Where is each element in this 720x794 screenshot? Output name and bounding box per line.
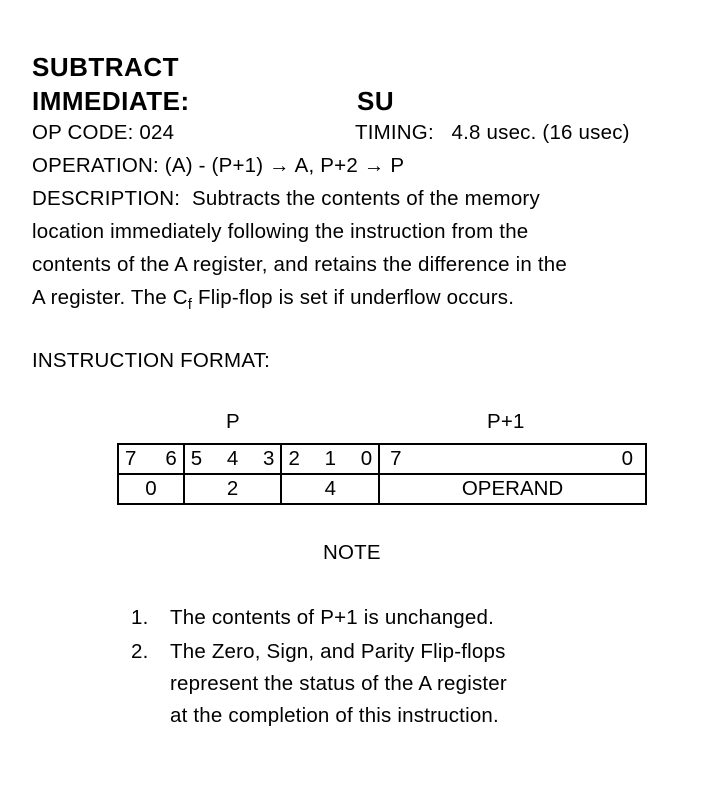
note-1-number: 1. [131,606,149,629]
description-text-1: Subtracts the contents of the memory [192,187,540,210]
bit-2: 2 [288,447,300,470]
field-2: 2 [184,474,282,504]
bits-cell-2 [184,444,282,474]
description-text-4b: Flip-flop is set if underflow occurs. [192,286,515,309]
bit-7: 7 [125,447,137,470]
description-text-4a: A register. The [32,286,173,309]
description-line2: location immediately following the instruction from the [32,220,529,243]
instruction-format-table [117,443,647,505]
note-2-number: 2. [131,640,149,663]
description-line1 [32,187,540,211]
note-title: NOTE [323,541,381,564]
carry-flag-symbol: C [172,286,188,309]
note-1 [131,602,611,638]
bit-3: 3 [263,447,275,470]
description-line4 [32,286,514,313]
format-header-p: P [226,410,240,433]
bit-row [118,444,646,474]
instruction-format-label: INSTRUCTION FORMAT: [32,349,271,372]
field-operand: OPERAND [379,474,646,504]
bits-cell-3 [281,444,379,474]
title-line2: IMMEDIATE: [32,86,190,116]
operation: OPERATION: (A) - (P+1) → A, P+2 → P [32,154,405,177]
bit-operand-0: 0 [621,447,633,470]
bits-cell-operand [379,444,646,474]
bits-cell-1 [118,444,184,474]
timing-label: TIMING: [355,121,434,144]
field-1: 0 [118,474,184,504]
description-label: DESCRIPTION: [32,187,181,210]
note-2-line-3: at the completion of this instruction. [170,704,499,727]
note-2-line-1: The Zero, Sign, and Parity Flip-flops [170,640,506,663]
bit-operand-7: 7 [390,447,402,470]
description-line3: contents of the A register, and retains the difference in the [32,253,567,276]
note-2-line-2: represent the status of the A register [170,672,507,695]
bit-4: 4 [226,447,239,470]
bit-5: 5 [190,447,203,470]
opcode: OP CODE: 024 [32,121,175,144]
mnemonic: SU [357,86,395,116]
title-line1: SUBTRACT [32,52,179,82]
timing [355,121,630,145]
field-row [118,474,646,504]
bit-1: 1 [324,447,336,470]
carry-flag-subscript: f [187,296,193,314]
bit-0: 0 [360,447,373,470]
field-3: 4 [281,474,379,504]
note-2 [131,636,611,736]
format-header-p1: P+1 [487,410,525,433]
bit-6: 6 [165,447,177,470]
note-1-line-1: The contents of P+1 is unchanged. [170,606,494,629]
timing-value: 4.8 usec. (16 usec) [451,121,630,144]
